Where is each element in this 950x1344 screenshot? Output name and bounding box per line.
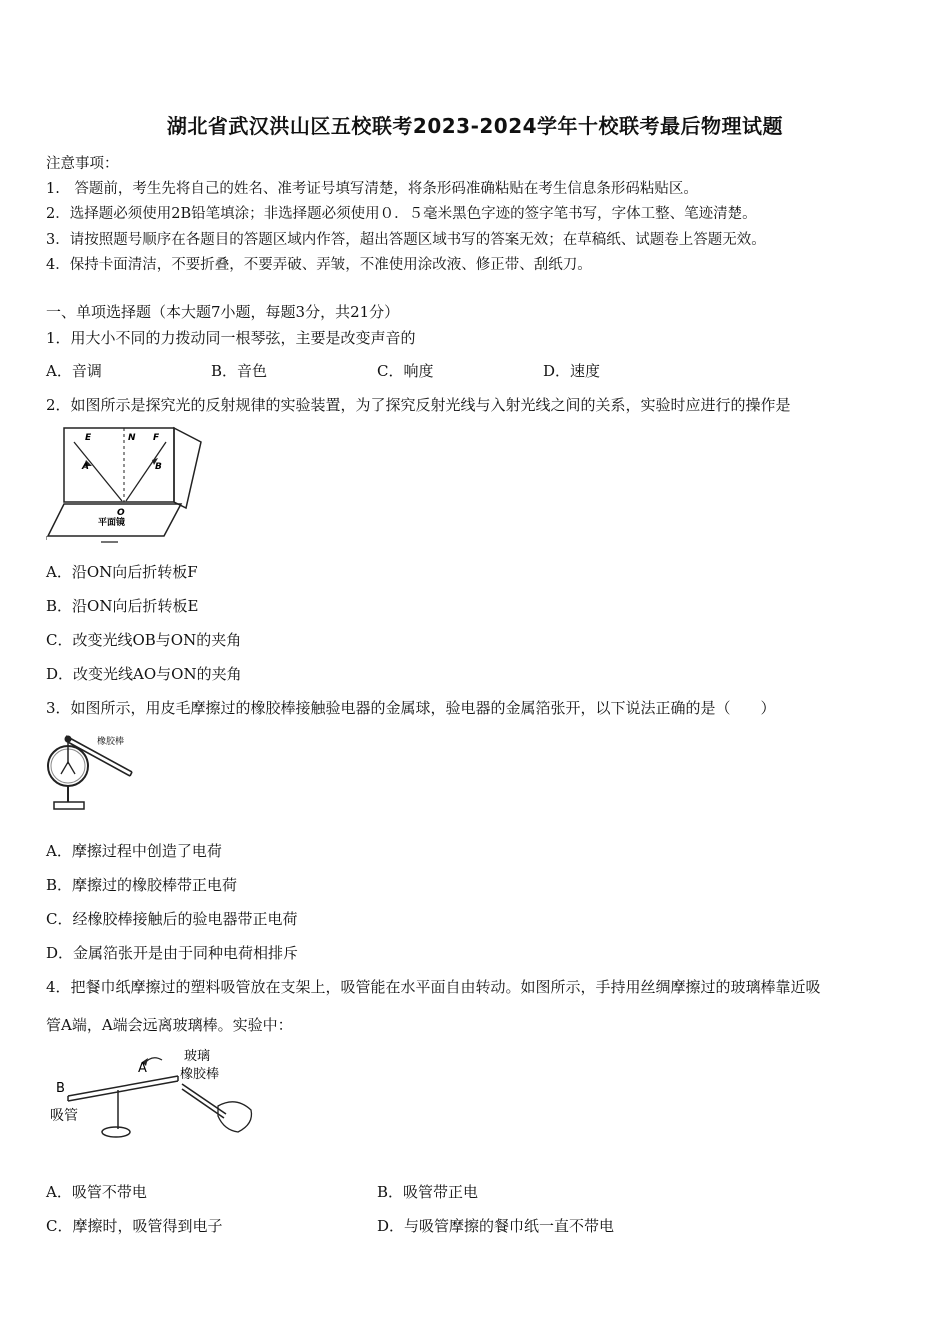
label-rubber: 橡胶棒 xyxy=(180,1067,220,1082)
q1-option-d: D．速度 xyxy=(543,362,601,380)
label-f: F xyxy=(153,433,160,443)
q4-option-a: A．吸管不带电 xyxy=(46,1183,147,1201)
q3-option-b: B．摩擦过的橡胶棒带正电荷 xyxy=(46,876,238,894)
label-e: E xyxy=(85,433,92,443)
q3-option-d: D．金属箔张开是由于同种电荷相排斥 xyxy=(46,944,299,962)
label-rubber-rod: 橡胶棒 xyxy=(97,737,125,747)
notice-item: 2．选择题必须使用2B铅笔填涂；非选择题必须使用０．５毫米黑色字迹的签字笔书写，字体工整、笔迹清楚。 xyxy=(46,206,757,222)
question-3-stem: 3．如图所示，用皮毛摩擦过的橡胶棒接触验电器的金属球，验电器的金属箔张开，以下说法正确的是（ ） xyxy=(46,699,776,717)
label-b: B xyxy=(155,462,162,472)
q2-option-a: A．沿ON向后折转板F xyxy=(46,563,198,581)
label-n: N xyxy=(128,433,136,443)
q1-option-c: C．响度 xyxy=(377,362,434,380)
q3-figure-electroscope xyxy=(44,730,144,816)
q4-option-b: B．吸管带正电 xyxy=(377,1183,479,1201)
label-mirror: 平面镜 xyxy=(98,518,126,528)
q1-option-a: A．音调 xyxy=(46,362,102,380)
label-straw: 吸管 xyxy=(50,1108,78,1124)
notice-item: 4．保持卡面清洁，不要折叠，不要弄破、弄皱，不准使用涂改液、修正带、刮纸刀。 xyxy=(46,257,592,273)
q2-option-d: D．改变光线AO与ON的夹角 xyxy=(46,665,242,683)
label-o: O xyxy=(117,508,125,518)
q2-option-b: B．沿ON向后折转板E xyxy=(46,597,199,615)
q2-figure-reflection xyxy=(46,424,206,548)
label-glass: 玻璃 xyxy=(184,1049,211,1064)
question-2-stem: 2．如图所示是探究光的反射规律的实验装置，为了探究反射光线与入射光线之间的关系，实验时应进行的操作是 xyxy=(46,396,791,414)
q4-option-c: C．摩擦时，吸管得到电子 xyxy=(46,1217,223,1235)
label-a: A xyxy=(82,462,89,472)
label-a: A xyxy=(138,1061,147,1076)
q2-option-c: C．改变光线OB与ON的夹角 xyxy=(46,631,242,649)
section-heading: 一、单项选择题（本大题7小题，每题3分，共21分） xyxy=(46,303,400,321)
q4-option-d: D．与吸管摩擦的餐巾纸一直不带电 xyxy=(377,1217,615,1235)
question-4-stem-cont: 管A端，A端会远离玻璃棒。实验中： xyxy=(46,1016,293,1034)
label-b: B xyxy=(56,1081,65,1096)
question-4-stem: 4．把餐巾纸摩擦过的塑料吸管放在支架上，吸管能在水平面自由转动。如图所示，手持用丝绸摩擦过的玻璃棒靠近吸 xyxy=(46,978,821,996)
notice-item: 1. 答题前，考生先将自己的姓名、准考证号填写清楚，将条形码准确粘贴在考生信息条形码粘贴区。 xyxy=(46,181,698,197)
notice-item: 3．请按照题号顺序在各题目的答题区域内作答，超出答题区域书写的答案无效；在草稿纸、试题卷上答题无效。 xyxy=(46,232,766,248)
notice-heading: 注意事项： xyxy=(46,156,119,172)
q3-option-c: C．经橡胶棒接触后的验电器带正电荷 xyxy=(46,910,298,928)
q1-option-b: B．音色 xyxy=(211,362,268,380)
question-1-stem: 1．用大小不同的力拨动同一根琴弦，主要是改变声音的 xyxy=(46,329,416,347)
q4-figure-straw xyxy=(46,1044,266,1144)
page-title: 湖北省武汉洪山区五校联考2023-2024学年十校联考最后物理试题 xyxy=(166,114,784,138)
q3-option-a: A．摩擦过程中创造了电荷 xyxy=(46,842,222,860)
